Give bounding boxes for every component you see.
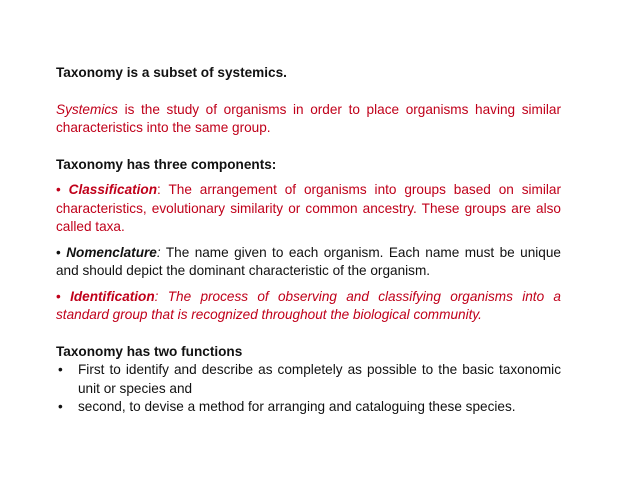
component-identification — [56, 288, 561, 325]
bullet: • — [56, 182, 61, 197]
functions-list — [56, 361, 561, 417]
systemics-text: is the study of organisms in order to place organisms having similar characteristics into the same group. — [56, 101, 561, 135]
bullet: • — [56, 288, 61, 304]
slide-content — [56, 64, 561, 417]
component-term: Classification — [68, 182, 158, 197]
functions-heading: Taxonomy has two functions — [56, 343, 243, 359]
component-text: The process of observing and classifying organisms into a standard group that is recognized throughout the biological community. — [56, 288, 561, 322]
list-item — [56, 398, 561, 417]
components-heading: Taxonomy has three components: — [56, 156, 277, 172]
bullet: • — [56, 244, 61, 260]
component-term: Identification — [70, 288, 155, 304]
systemics-term: Systemics — [56, 101, 118, 117]
systemics-paragraph — [56, 101, 561, 138]
component-text: The arrangement of organisms into groups based on similar characteristics, evolutionary similarity or common ancestry. These groups are also called taxa. — [56, 182, 561, 234]
separator: : — [154, 288, 159, 304]
bullet: • — [58, 399, 63, 414]
function-text: First to identify and describe as completely as possible to the basic taxonomic unit or species and — [78, 362, 561, 396]
function-text: second, to devise a method for arranging and cataloguing these species. — [78, 399, 516, 414]
component-classification — [56, 181, 561, 237]
separator: : — [156, 244, 161, 260]
component-nomenclature — [56, 244, 561, 281]
bullet: • — [58, 362, 63, 377]
component-term: Nomenclature — [66, 244, 157, 260]
separator: : — [157, 182, 161, 197]
list-item — [56, 361, 561, 398]
component-text: The name given to each organism. Each name must be unique and should depict the dominant characteristic of the organism. — [56, 244, 561, 278]
slide-heading: Taxonomy is a subset of systemics. — [56, 65, 287, 80]
